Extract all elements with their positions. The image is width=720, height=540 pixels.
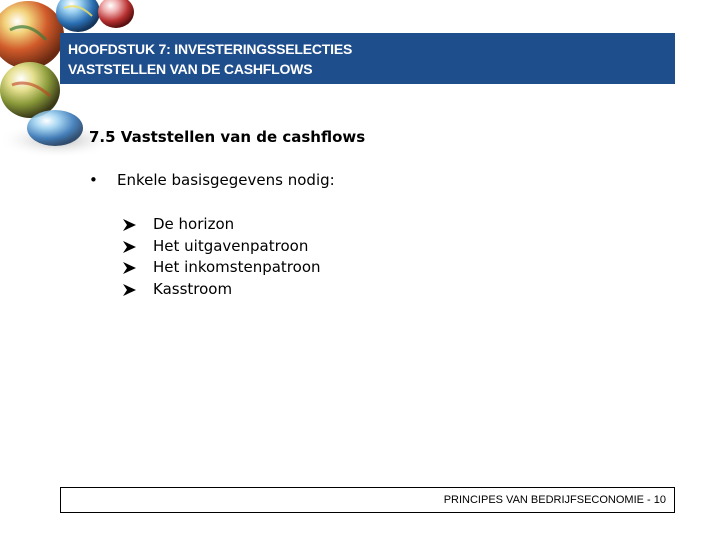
sub-bullet-list (123, 214, 321, 300)
sub-bullet-item (123, 214, 321, 236)
slide-title-bar (60, 33, 675, 84)
slide-subtitle: 7.5 Vaststellen van de cashflows (89, 128, 366, 146)
arrowhead-bullet-icon (123, 262, 136, 274)
footer-text: PRINCIPES VAN BEDRIJFSECONOMIE - 10 (443, 494, 666, 506)
arrowhead-bullet-icon (123, 219, 136, 231)
sub-bullet-item (123, 257, 321, 279)
bullet-dot-icon: • (89, 171, 98, 189)
sub-bullet-item (123, 279, 321, 301)
sub-bullet-text: Het uitgavenpatroon (153, 236, 309, 255)
section-title: VASTSTELLEN VAN DE CASHFLOWS (68, 61, 313, 77)
arrowhead-bullet-icon (123, 284, 136, 296)
sub-bullet-text: De horizon (153, 215, 235, 233)
bullet-text: Enkele basisgegevens nodig: (117, 171, 335, 189)
sub-bullet-text: Kasstroom (153, 279, 233, 298)
sub-bullet-item (123, 236, 321, 258)
sub-bullet-text: Het inkomstenpatroon (153, 258, 321, 276)
arrowhead-bullet-icon (123, 241, 136, 253)
slide-footer (60, 487, 675, 513)
chapter-title: HOOFDSTUK 7: INVESTERINGSSELECTIES (68, 41, 353, 57)
